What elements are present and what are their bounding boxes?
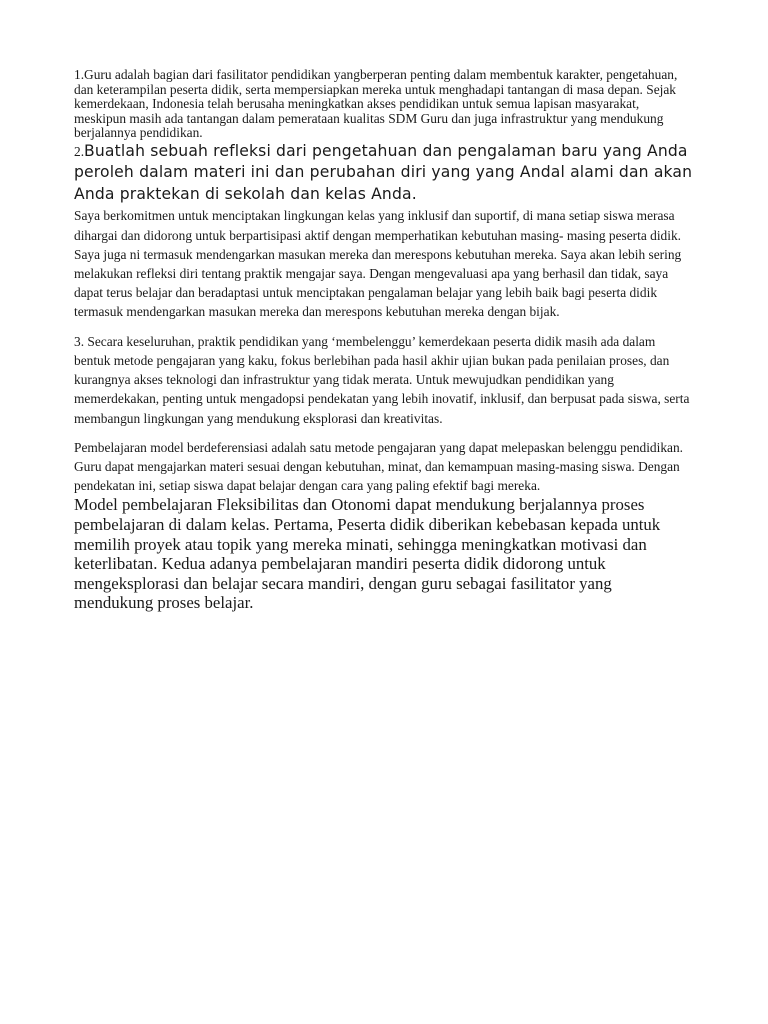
document-page [74, 68, 694, 613]
question-2 [74, 141, 694, 206]
paragraph-1: 1.Guru adalah bagian dari fasilitator pendidikan yangberperan penting dalam membentuk karakter, pengetahuan, dan keterampilan peserta didik, serta mempersiapkan mereka untuk menghadapi tantangan di masa depan. Sejak kemerdekaan, Indonesia telah berusaha meningkatkan akses pendidikan untuk semua lapisan masyarakat, meskipun masih ada tantangan dalam pemerataan kualitas SDM Guru dan juga infrastruktur yang mendukung berjalannya pendidikan. [74, 67, 678, 141]
paragraph-3: 3. Secara keseluruhan, praktik pendidikan yang ‘membelenggu’ kemerdekaan peserta didik masih ada dalam bentuk metode pengajaran yang kaku, fokus berlebihan pada hasil akhir ujian bukan pada penilaian proses, dan kurangnya akses teknologi dan infrastruktur yang tidak merata. Untuk mewujudkan pendidikan yang memerdekakan, penting untuk mengadopsi pendekatan yang lebih inovatif, inklusif, dan berpusat pada siswa, serta membangun lingkungan yang mendukung eksplorasi dan kreativitas. [74, 333, 690, 426]
question-2-number: 2. [74, 143, 85, 159]
answer-2: Saya berkomitmen untuk menciptakan lingkungan kelas yang inklusif dan suportif, di mana setiap siswa merasa dihargai dan didorong untuk berpartisipasi aktif dengan memperhatikan kebutuhan masing- masing peserta didik. Saya juga ni termasuk mendengarkan masukan mereka dan merespons kebutuhan mereka. Saya akan lebih sering melakukan refleksi diri tentang praktik mengajar saya. Dengan mengevaluasi apa yang berhasil dan tidak, saya dapat terus belajar dan beradaptasi untuk menciptakan pengalaman belajar yang lebih baik bagi peserta didik termasuk mendengarkan masukan mereka dan merespons kebutuhan mereka dengan bijak. [74, 208, 682, 320]
paragraph-5: Model pembelajaran Fleksibilitas dan Otonomi dapat mendukung berjalannya proses pembelajaran di dalam kelas. Pertama, Peserta didik diberikan kebebasan kepada untuk memilih proyek atau topik yang mereka minati, sehingga meningkatkan motivasi dan keterlibatan. Kedua adanya pembelajaran mandiri peserta didik didorong untuk mengeksplorasi dan belajar secara mandiri, dengan guru sebagai fasilitator yang mendukung proses belajar. [74, 495, 661, 613]
paragraph-4: Pembelajaran model berdeferensiasi adalah satu metode pengajaran yang dapat melepaskan belenggu pendidikan. Guru dapat mengajarkan materi sesuai dengan kebutuhan, minat, dan kemampuan masing-masing siswa. Dengan pendekatan ini, setiap siswa dapat belajar dengan cara yang paling efektif bagi mereka. [74, 439, 684, 494]
question-2-text: Buatlah sebuah refleksi dari pengetahuan dan pengalaman baru yang Anda peroleh dalam materi ini dan perubahan diri yang yang Andal alami dan akan Anda praktekan di sekolah dan kelas Anda. [74, 141, 693, 203]
